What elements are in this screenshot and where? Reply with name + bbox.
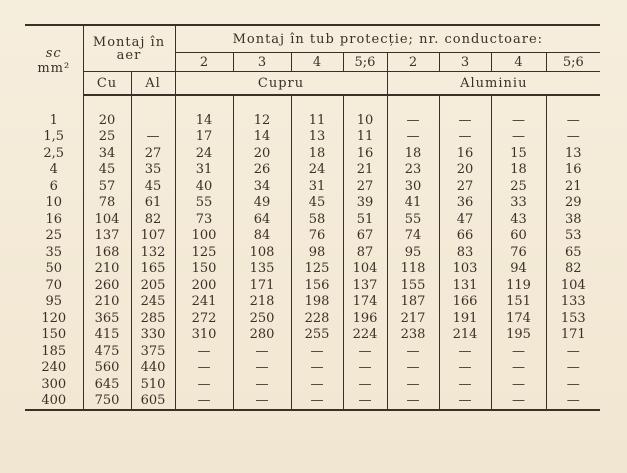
section-cell: 95	[25, 294, 83, 311]
ampacity-cell: —	[233, 393, 291, 411]
ampacity-cell: 205	[131, 277, 175, 294]
ampacity-cell: —	[291, 360, 343, 377]
ampacity-cell: 55	[387, 211, 439, 228]
table-row	[25, 244, 600, 261]
ampacity-cell: 47	[439, 211, 491, 228]
ampacity-cell: 14	[233, 129, 291, 146]
ampacity-cell: —	[491, 376, 546, 393]
table-row	[25, 129, 600, 146]
ampacity-cell: 125	[175, 244, 233, 261]
ampacity-cell: —	[291, 376, 343, 393]
ampacity-cell: 375	[131, 343, 175, 360]
ampacity-cell: 238	[387, 327, 439, 344]
ampacity-cell: 104	[343, 261, 387, 278]
ampacity-cell: 13	[291, 129, 343, 146]
ampacity-cell: 73	[175, 211, 233, 228]
ampacity-cell: —	[439, 360, 491, 377]
ampacity-cell: 260	[83, 277, 131, 294]
section-cell: 1	[25, 112, 83, 129]
ampacity-cell: 255	[291, 327, 343, 344]
ampacity-cell: —	[439, 343, 491, 360]
ampacity-cell: 17	[175, 129, 233, 146]
ampacity-cell: —	[439, 376, 491, 393]
count-al-4: 4	[491, 53, 546, 72]
ampacity-cell: 38	[565, 211, 582, 227]
ampacity-cell: 39	[343, 195, 387, 212]
section-header	[25, 25, 83, 95]
table-row	[25, 162, 600, 179]
ampacity-cell: 55	[175, 195, 233, 212]
ampacity-cell: 98	[291, 244, 343, 261]
ampacity-cell: 133	[560, 294, 586, 310]
ampacity-cell: —	[491, 360, 546, 377]
ampacity-cell: 187	[387, 294, 439, 311]
ampacity-cell: 125	[291, 261, 343, 278]
ampacity-cell: —	[491, 343, 546, 360]
ampacity-cell: 66	[439, 228, 491, 245]
ampacity-cell: 151	[491, 294, 546, 311]
ampacity-cell: 27	[439, 178, 491, 195]
ampacity-cell: 51	[343, 211, 387, 228]
ampacity-cell: 198	[291, 294, 343, 311]
count-cu-2: 2	[175, 53, 233, 72]
ampacity-cell: 310	[175, 327, 233, 344]
table-row	[25, 310, 600, 327]
ampacity-cell: 210	[83, 294, 131, 311]
ampacity-cell: —	[343, 393, 387, 411]
ampacity-cell: 34	[233, 178, 291, 195]
ampacity-cell: 33	[491, 195, 546, 212]
section-cell: 185	[25, 343, 83, 360]
ampacity-cell: 23	[387, 162, 439, 179]
ampacity-cell: 13	[565, 145, 582, 161]
ampacity-cell: 67	[343, 228, 387, 245]
ampacity-cell: 228	[291, 310, 343, 327]
ampacity-cell: 25	[83, 129, 131, 146]
ampacity-cell: 94	[491, 261, 546, 278]
ampacity-cell: 16	[343, 145, 387, 162]
ampacity-cell: 36	[439, 195, 491, 212]
ampacity-cell: 166	[439, 294, 491, 311]
ampacity-cell: 26	[233, 162, 291, 179]
ampacity-cell: 119	[491, 277, 546, 294]
ampacity-cell: —	[131, 129, 175, 146]
ampacity-cell: —	[343, 343, 387, 360]
ampacity-cell: 84	[233, 228, 291, 245]
ampacity-cell: —	[491, 112, 546, 129]
ampacity-cell: 195	[491, 327, 546, 344]
ampacity-cell: —	[233, 376, 291, 393]
ampacity-cell: 272	[175, 310, 233, 327]
ampacity-cell: 20	[83, 112, 131, 129]
ampacity-table	[25, 24, 600, 411]
ampacity-cell: 18	[491, 162, 546, 179]
ampacity-cell: 250	[233, 310, 291, 327]
ampacity-cell: 510	[131, 376, 175, 393]
ampacity-cell: —	[566, 129, 580, 145]
cupru-header: Cupru	[175, 72, 387, 96]
section-cell: 120	[25, 310, 83, 327]
ampacity-cell: 156	[291, 277, 343, 294]
section-cell: 25	[25, 228, 83, 245]
table-row	[25, 178, 600, 195]
ampacity-cell: 131	[439, 277, 491, 294]
ampacity-cell: 95	[387, 244, 439, 261]
ampacity-cell: 74	[387, 228, 439, 245]
ampacity-cell: 20	[233, 145, 291, 162]
ampacity-cell: 41	[387, 195, 439, 212]
ampacity-cell: 43	[491, 211, 546, 228]
ampacity-cell: —	[566, 112, 580, 128]
table-row	[25, 327, 600, 344]
ampacity-cell: 82	[565, 261, 582, 277]
ampacity-cell: 53	[565, 228, 582, 244]
count-al-56: 5;6	[546, 53, 600, 72]
ampacity-cell: 245	[131, 294, 175, 311]
ampacity-cell: 76	[491, 244, 546, 261]
ampacity-cell: 27	[343, 178, 387, 195]
section-cell: 70	[25, 277, 83, 294]
ampacity-cell: 12	[233, 112, 291, 129]
ampacity-cell: 191	[439, 310, 491, 327]
ampacity-cell: —	[439, 393, 491, 411]
ampacity-cell: —	[387, 129, 439, 146]
ampacity-cell: 153	[560, 310, 586, 326]
ampacity-cell: 280	[233, 327, 291, 344]
ampacity-cell: 58	[291, 211, 343, 228]
ampacity-cell: 174	[343, 294, 387, 311]
montaj-tub-header: Montaj în tub protecție; nr. conductoare:	[175, 25, 600, 53]
section-cell: 300	[25, 376, 83, 393]
ampacity-cell: 174	[491, 310, 546, 327]
ampacity-cell: 10	[343, 112, 387, 129]
section-symbol: sc	[45, 45, 62, 61]
ampacity-cell: 87	[343, 244, 387, 261]
table-row	[25, 261, 600, 278]
ampacity-cell: 214	[439, 327, 491, 344]
ampacity-cell: 83	[439, 244, 491, 261]
table-row	[25, 376, 600, 393]
table-row	[25, 195, 600, 212]
ampacity-cell: —	[291, 393, 343, 411]
section-cell: 400	[25, 393, 83, 411]
count-cu-3: 3	[233, 53, 291, 72]
ampacity-cell: 104	[83, 211, 131, 228]
ampacity-cell: 224	[343, 327, 387, 344]
section-unit: mm²	[37, 60, 71, 76]
count-al-3: 3	[439, 53, 491, 72]
section-cell: 50	[25, 261, 83, 278]
ampacity-cell: 31	[175, 162, 233, 179]
ampacity-cell: 49	[233, 195, 291, 212]
ampacity-cell: 560	[83, 360, 131, 377]
ampacity-cell: 171	[233, 277, 291, 294]
ampacity-cell: 11	[291, 112, 343, 129]
ampacity-cell: —	[566, 343, 580, 359]
ampacity-cell: 18	[291, 145, 343, 162]
ampacity-cell: 645	[83, 376, 131, 393]
section-cell: 10	[25, 195, 83, 212]
ampacity-cell: 78	[83, 195, 131, 212]
ampacity-cell: 100	[175, 228, 233, 245]
ampacity-cell: 57	[83, 178, 131, 195]
table-row	[25, 360, 600, 377]
ampacity-cell: 82	[131, 211, 175, 228]
ampacity-cell: 18	[387, 145, 439, 162]
ampacity-cell: 440	[131, 360, 175, 377]
ampacity-cell: 217	[387, 310, 439, 327]
ampacity-cell: 15	[491, 145, 546, 162]
ampacity-cell: 137	[83, 228, 131, 245]
ampacity-cell	[131, 112, 175, 129]
ampacity-cell: 21	[343, 162, 387, 179]
ampacity-cell: —	[566, 360, 580, 376]
ampacity-cell: 30	[387, 178, 439, 195]
ampacity-cell: 11	[343, 129, 387, 146]
ampacity-cell: 45	[83, 162, 131, 179]
ampacity-cell: —	[387, 360, 439, 377]
ampacity-cell: 20	[439, 162, 491, 179]
ampacity-cell: 475	[83, 343, 131, 360]
table-row	[25, 393, 600, 411]
ampacity-cell: 168	[83, 244, 131, 261]
table-row	[25, 112, 600, 129]
table-row	[25, 228, 600, 245]
ampacity-cell: 171	[560, 327, 586, 343]
ampacity-cell: —	[387, 393, 439, 411]
ampacity-cell: 365	[83, 310, 131, 327]
ampacity-cell: 25	[491, 178, 546, 195]
ampacity-cell: —	[491, 393, 546, 411]
ampacity-cell: 241	[175, 294, 233, 311]
ampacity-cell: 29	[565, 195, 582, 211]
ampacity-cell: 196	[343, 310, 387, 327]
section-cell: 35	[25, 244, 83, 261]
montaj-aer-header: Montaj în aer	[83, 25, 175, 72]
ampacity-cell: —	[233, 360, 291, 377]
count-al-2: 2	[387, 53, 439, 72]
ampacity-cell: 64	[233, 211, 291, 228]
ampacity-cell: —	[387, 343, 439, 360]
ampacity-cell: 24	[175, 145, 233, 162]
ampacity-cell: —	[546, 393, 600, 411]
ampacity-cell: 210	[83, 261, 131, 278]
count-cu-56: 5;6	[343, 53, 387, 72]
ampacity-cell: —	[491, 129, 546, 146]
ampacity-cell: —	[439, 112, 491, 129]
ampacity-cell: 76	[291, 228, 343, 245]
ampacity-cell: 750	[83, 393, 131, 411]
ampacity-cell: —	[387, 112, 439, 129]
cu-header: Cu	[83, 72, 131, 96]
ampacity-cell: 118	[387, 261, 439, 278]
ampacity-cell: 150	[175, 261, 233, 278]
ampacity-cell: 605	[131, 393, 175, 411]
ampacity-cell: —	[291, 343, 343, 360]
section-cell: 2,5	[25, 145, 83, 162]
spacer-row	[25, 95, 600, 112]
ampacity-cell: —	[175, 360, 233, 377]
ampacity-cell: 16	[439, 145, 491, 162]
ampacity-cell: 16	[565, 162, 582, 178]
ampacity-cell: 61	[131, 195, 175, 212]
ampacity-cell: —	[343, 376, 387, 393]
section-cell: 4	[25, 162, 83, 179]
table-row	[25, 277, 600, 294]
ampacity-cell: 155	[387, 277, 439, 294]
ampacity-cell: —	[343, 360, 387, 377]
section-cell: 150	[25, 327, 83, 344]
table-row	[25, 145, 600, 162]
ampacity-cell: 40	[175, 178, 233, 195]
section-cell: 1,5	[25, 129, 83, 146]
section-cell: 240	[25, 360, 83, 377]
table-row	[25, 294, 600, 311]
ampacity-cell: 34	[83, 145, 131, 162]
ampacity-cell: 330	[131, 327, 175, 344]
section-cell: 16	[25, 211, 83, 228]
ampacity-cell: 103	[439, 261, 491, 278]
al-header: Al	[131, 72, 175, 96]
ampacity-cell: 60	[491, 228, 546, 245]
ampacity-cell: 104	[560, 277, 586, 293]
ampacity-cell: 135	[233, 261, 291, 278]
table-row	[25, 343, 600, 360]
ampacity-cell: —	[233, 343, 291, 360]
ampacity-cell: 415	[83, 327, 131, 344]
ampacity-cell: 45	[291, 195, 343, 212]
section-cell: 6	[25, 178, 83, 195]
ampacity-cell: —	[175, 376, 233, 393]
ampacity-cell: 65	[565, 244, 582, 260]
aluminiu-header: Aluminiu	[387, 72, 600, 96]
ampacity-cell: —	[175, 343, 233, 360]
ampacity-cell: 14	[175, 112, 233, 129]
ampacity-cell: —	[566, 376, 580, 392]
table-body	[25, 95, 600, 410]
ampacity-cell: 27	[131, 145, 175, 162]
table-row	[25, 211, 600, 228]
ampacity-cell: 35	[131, 162, 175, 179]
ampacity-cell: 45	[131, 178, 175, 195]
ampacity-cell: 24	[291, 162, 343, 179]
ampacity-cell: 107	[131, 228, 175, 245]
ampacity-cell: 218	[233, 294, 291, 311]
ampacity-cell: —	[175, 393, 233, 411]
ampacity-cell: 200	[175, 277, 233, 294]
ampacity-cell: 31	[291, 178, 343, 195]
ampacity-cell: 21	[565, 178, 582, 194]
ampacity-cell: 165	[131, 261, 175, 278]
ampacity-cell: —	[439, 129, 491, 146]
ampacity-cell: —	[387, 376, 439, 393]
ampacity-cell: 108	[233, 244, 291, 261]
ampacity-cell: 285	[131, 310, 175, 327]
count-cu-4: 4	[291, 53, 343, 72]
ampacity-cell: 137	[343, 277, 387, 294]
ampacity-cell: 132	[131, 244, 175, 261]
